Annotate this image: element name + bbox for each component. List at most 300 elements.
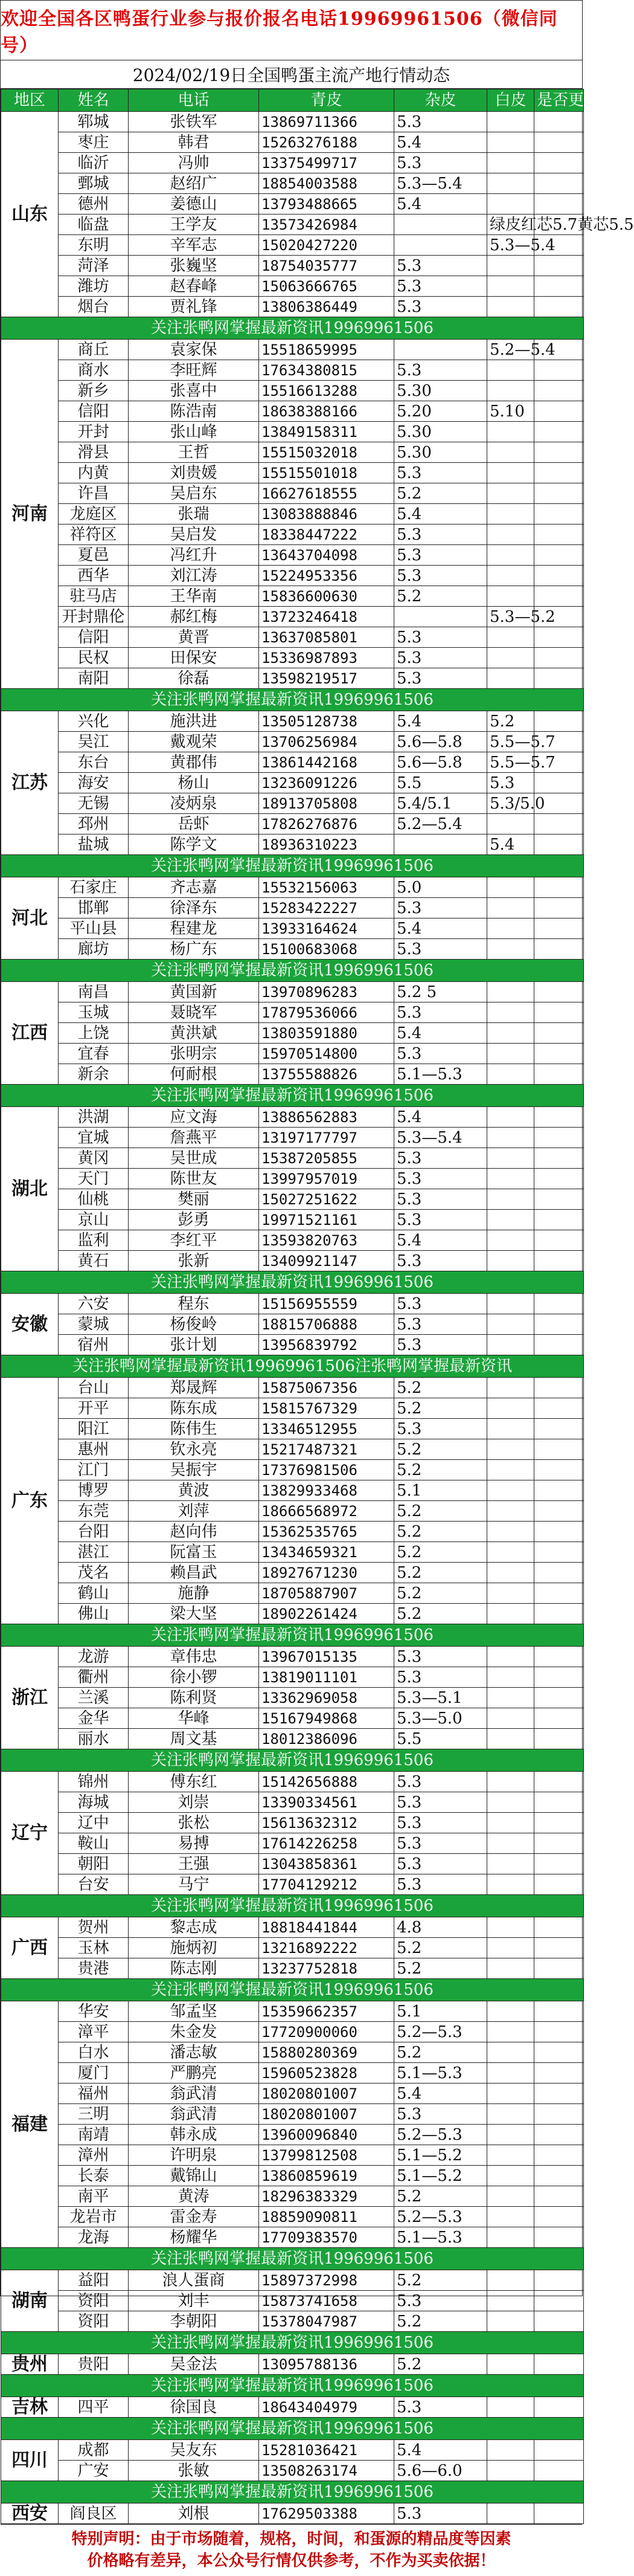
phone-cell: 13803591880 xyxy=(259,1023,394,1044)
city-cell: 锦州 xyxy=(59,1772,129,1792)
city-cell: 朝阳 xyxy=(59,1854,129,1874)
region-cell: 江西 xyxy=(1,982,59,1085)
table-row xyxy=(1,153,584,173)
white-price-cell xyxy=(534,1398,584,1419)
table-row xyxy=(1,648,584,668)
city-cell: 江门 xyxy=(59,1460,129,1480)
table-row xyxy=(1,235,584,256)
phone-cell: 13997957019 xyxy=(259,1169,394,1189)
white-price-cell xyxy=(534,2227,584,2248)
mixed-price-cell xyxy=(487,483,534,504)
city-cell: 天门 xyxy=(59,1169,129,1189)
white-price-cell xyxy=(534,2311,584,2332)
city-cell: 吴江 xyxy=(59,732,129,752)
name-cell: 邹孟坚 xyxy=(129,2001,259,2022)
white-price-cell xyxy=(534,1335,584,1355)
mixed-price-cell xyxy=(487,586,534,607)
name-cell: 田保安 xyxy=(129,648,259,668)
separator-text: 关注张鸭网掌握最新资讯19969961506 xyxy=(1,2418,584,2440)
city-cell: 南靖 xyxy=(59,2125,129,2145)
green-price-cell: 5.30 xyxy=(394,442,487,463)
separator-row xyxy=(1,1895,584,1917)
white-price-cell xyxy=(534,194,584,215)
phone-cell: 18754035777 xyxy=(259,256,394,276)
city-cell: 郓城 xyxy=(59,112,129,132)
city-cell: 开封 xyxy=(59,422,129,442)
table-row xyxy=(1,1917,584,1938)
phone-cell: 18902261424 xyxy=(259,1604,394,1624)
mixed-price-cell xyxy=(487,132,534,153)
green-price-cell: 5.1—5.2 xyxy=(394,2145,487,2166)
table-row xyxy=(1,834,584,855)
name-cell: 吴启发 xyxy=(129,525,259,545)
mixed-price-cell xyxy=(487,1708,534,1729)
table-row xyxy=(1,360,584,381)
green-price-cell: 5.3—5.4 xyxy=(394,173,487,194)
name-cell: 冯红升 xyxy=(129,545,259,566)
green-price-cell: 5.3 xyxy=(394,627,487,648)
white-price-cell xyxy=(534,401,584,422)
phone-cell: 15217487321 xyxy=(259,1439,394,1460)
separator-row xyxy=(1,317,584,340)
mixed-price-cell xyxy=(487,1542,534,1563)
mixed-price-cell xyxy=(487,1044,534,1064)
white-price-cell xyxy=(534,483,584,504)
table-row xyxy=(1,814,584,834)
name-cell: 赵春峰 xyxy=(129,276,259,297)
mixed-price-cell xyxy=(487,153,534,173)
green-price-cell: 5.3 xyxy=(394,1419,487,1439)
white-price-cell xyxy=(534,153,584,173)
phone-cell: 13637085801 xyxy=(259,627,394,648)
green-price-cell: 5.6—5.8 xyxy=(394,752,487,773)
city-cell: 阎良区 xyxy=(59,2503,129,2524)
city-cell: 东莞 xyxy=(59,1501,129,1522)
city-cell: 新乡 xyxy=(59,381,129,401)
green-price-cell: 5.3 xyxy=(394,668,487,689)
mixed-price-cell xyxy=(487,1314,534,1335)
white-price-cell xyxy=(534,112,584,132)
green-price-cell: 5.2 xyxy=(394,483,487,504)
white-price-cell xyxy=(534,525,584,545)
green-price-cell: 5.2 xyxy=(394,2311,487,2332)
phone-cell: 17376981506 xyxy=(259,1460,394,1480)
name-cell: 吴友东 xyxy=(129,2440,259,2461)
name-cell: 应文海 xyxy=(129,1107,259,1128)
phone-cell: 13095788136 xyxy=(259,2354,394,2375)
table-row xyxy=(1,668,584,689)
name-cell: 刘丰 xyxy=(129,2291,259,2311)
green-price-cell: 5.1—5.3 xyxy=(394,2227,487,2248)
phone-cell: 15516613288 xyxy=(259,381,394,401)
name-cell: 黄郡伟 xyxy=(129,752,259,773)
white-price-cell xyxy=(534,898,584,918)
table-row xyxy=(1,1294,584,1314)
mixed-price-cell xyxy=(487,2104,534,2125)
name-cell: 阮富玉 xyxy=(129,1542,259,1563)
table-row xyxy=(1,463,584,483)
region-cell: 福建 xyxy=(1,2001,59,2248)
name-cell: 陈东成 xyxy=(129,1398,259,1419)
phone-cell: 13860859619 xyxy=(259,2166,394,2186)
mixed-price-cell xyxy=(487,194,534,215)
phone-cell: 13806386449 xyxy=(259,297,394,317)
white-price-cell xyxy=(534,422,584,442)
white-price-cell xyxy=(534,2186,584,2207)
table-row xyxy=(1,2207,584,2227)
white-price-cell xyxy=(534,504,584,525)
mixed-price-cell xyxy=(487,1501,534,1522)
green-price-cell: 5.4 xyxy=(394,1023,487,1044)
table-row xyxy=(1,877,584,898)
phone-cell: 18020801007 xyxy=(259,2104,394,2125)
white-price-cell xyxy=(534,586,584,607)
name-cell: 梁大坚 xyxy=(129,1604,259,1624)
city-cell: 丽水 xyxy=(59,1729,129,1749)
phone-cell: 17704129212 xyxy=(259,1874,394,1895)
region-cell: 广西 xyxy=(1,1917,59,1979)
phone-cell: 18913705808 xyxy=(259,793,394,814)
table-row xyxy=(1,2270,584,2291)
city-cell: 博罗 xyxy=(59,1480,129,1501)
phone-cell: 13409921147 xyxy=(259,1251,394,1271)
table-row xyxy=(1,1128,584,1148)
separator-text: 关注张鸭网掌握最新资讯19969961506 xyxy=(1,2332,584,2354)
table-row xyxy=(1,1230,584,1251)
white-price-cell xyxy=(534,1604,584,1624)
name-cell: 施洪进 xyxy=(129,711,259,732)
white-price-cell xyxy=(534,1128,584,1148)
green-price-cell: 5.2 xyxy=(394,1938,487,1958)
white-price-cell xyxy=(534,1107,584,1128)
table-row xyxy=(1,2503,584,2524)
phone-cell: 13434659321 xyxy=(259,1542,394,1563)
mixed-price-cell xyxy=(487,2001,534,2022)
city-cell: 东台 xyxy=(59,752,129,773)
white-price-cell xyxy=(534,1501,584,1522)
table-row xyxy=(1,1501,584,1522)
region-cell: 湖南 xyxy=(1,2270,59,2332)
name-cell: 张新 xyxy=(129,1251,259,1271)
name-cell: 雷金寿 xyxy=(129,2207,259,2227)
table-row xyxy=(1,1708,584,1729)
phone-cell: 13573426984 xyxy=(259,215,394,235)
green-price-cell: 5.4 xyxy=(394,504,487,525)
green-price-cell: 5.2—5.3 xyxy=(394,2125,487,2145)
phone-cell: 15224953356 xyxy=(259,566,394,586)
green-price-cell: 5.3 xyxy=(394,2291,487,2311)
table-row xyxy=(1,1854,584,1874)
name-cell: 赵向伟 xyxy=(129,1522,259,1542)
white-price-cell xyxy=(534,463,584,483)
table-row xyxy=(1,982,584,1002)
name-cell: 刘贵媛 xyxy=(129,463,259,483)
phone-cell: 15281036421 xyxy=(259,2440,394,2461)
city-cell: 鞍山 xyxy=(59,1833,129,1854)
green-price-cell: 5.4 xyxy=(394,1230,487,1251)
table-row xyxy=(1,1667,584,1688)
table-row xyxy=(1,340,584,360)
table-row xyxy=(1,1813,584,1833)
white-price-cell xyxy=(534,2461,584,2481)
green-price-cell: 5.6—5.8 xyxy=(394,732,487,752)
table-row xyxy=(1,898,584,918)
name-cell: 马宁 xyxy=(129,1874,259,1895)
phone-cell: 15336987893 xyxy=(259,648,394,668)
phone-cell: 13869711366 xyxy=(259,112,394,132)
table-row xyxy=(1,1958,584,1979)
name-cell: 施静 xyxy=(129,1583,259,1604)
phone-cell: 18854003588 xyxy=(259,173,394,194)
mixed-price-cell xyxy=(487,525,534,545)
white-price-cell xyxy=(534,2291,584,2311)
white-price-cell xyxy=(534,834,584,855)
mixed-price-cell xyxy=(487,2354,534,2375)
city-cell: 玉城 xyxy=(59,1002,129,1023)
mixed-price-cell xyxy=(487,2440,534,2461)
green-price-cell: 5.2 xyxy=(394,1542,487,1563)
city-cell: 佛山 xyxy=(59,1604,129,1624)
city-cell: 龙海 xyxy=(59,2227,129,2248)
name-cell: 陈伟生 xyxy=(129,1419,259,1439)
region-cell: 湖北 xyxy=(1,1107,59,1271)
phone-cell: 18020801007 xyxy=(259,2084,394,2104)
mixed-price-cell xyxy=(487,1522,534,1542)
phone-cell: 13505128738 xyxy=(259,711,394,732)
white-price-cell xyxy=(534,1023,584,1044)
phone-cell: 17720900060 xyxy=(259,2022,394,2042)
city-cell: 茂名 xyxy=(59,1563,129,1583)
white-price-cell xyxy=(534,1708,584,1729)
city-cell: 上饶 xyxy=(59,1023,129,1044)
white-price-cell xyxy=(534,2084,584,2104)
name-cell: 章伟忠 xyxy=(129,1647,259,1667)
city-cell: 成都 xyxy=(59,2440,129,2461)
white-price-cell xyxy=(534,1542,584,1563)
mixed-price-cell xyxy=(487,1251,534,1271)
table-row xyxy=(1,545,584,566)
city-cell: 德州 xyxy=(59,194,129,215)
green-price-cell: 5.2 xyxy=(394,586,487,607)
city-cell: 滑县 xyxy=(59,442,129,463)
white-price-cell xyxy=(534,2042,584,2063)
phone-cell: 13960096840 xyxy=(259,2125,394,2145)
separator-text: 关注张鸭网掌握最新资讯19969961506 xyxy=(1,960,584,982)
mixed-price-cell xyxy=(487,545,534,566)
white-price-cell xyxy=(534,1064,584,1085)
city-cell: 东明 xyxy=(59,235,129,256)
table-row xyxy=(1,1189,584,1210)
phone-cell: 13829933468 xyxy=(259,1480,394,1501)
table-row xyxy=(1,1169,584,1189)
mixed-price-cell xyxy=(487,463,534,483)
separator-row xyxy=(1,1355,584,1378)
name-cell: 张铁军 xyxy=(129,112,259,132)
phone-cell: 13799812508 xyxy=(259,2145,394,2166)
phone-cell: 15815767329 xyxy=(259,1398,394,1419)
white-price-cell xyxy=(534,918,584,939)
phone-cell: 13933164624 xyxy=(259,918,394,939)
table-row xyxy=(1,1604,584,1624)
header-name: 姓名 xyxy=(59,89,129,112)
name-cell: 李红平 xyxy=(129,1230,259,1251)
phone-cell: 13793488665 xyxy=(259,194,394,215)
table-body xyxy=(1,112,634,2524)
white-price-cell xyxy=(534,2270,584,2291)
region-cell: 河北 xyxy=(1,877,59,960)
name-cell: 张喜中 xyxy=(129,381,259,401)
city-cell: 商水 xyxy=(59,360,129,381)
header-green-shell: 青皮 xyxy=(259,89,394,112)
separator-row xyxy=(1,689,584,711)
white-price-cell xyxy=(534,2397,584,2418)
white-price-cell xyxy=(534,2354,584,2375)
table-row xyxy=(1,1210,584,1230)
table-row xyxy=(1,2022,584,2042)
phone-cell: 17629503388 xyxy=(259,2503,394,2524)
green-price-cell: 5.2 xyxy=(394,1958,487,1979)
phone-cell: 13390334561 xyxy=(259,1792,394,1813)
white-price-cell xyxy=(534,2022,584,2042)
table-row xyxy=(1,1833,584,1854)
separator-text: 关注张鸭网掌握最新资讯19969961506 xyxy=(1,1271,584,1294)
phone-cell: 15142656888 xyxy=(259,1772,394,1792)
table-row xyxy=(1,1874,584,1895)
city-cell: 贵港 xyxy=(59,1958,129,1979)
region-cell: 河南 xyxy=(1,340,59,689)
green-price-cell: 5.1 xyxy=(394,2001,487,2022)
name-cell: 周文基 xyxy=(129,1729,259,1749)
phone-cell: 15100683068 xyxy=(259,939,394,960)
separator-row xyxy=(1,1624,584,1647)
mixed-price-cell xyxy=(487,2042,534,2063)
name-cell: 刘江涛 xyxy=(129,566,259,586)
name-cell: 朱金发 xyxy=(129,2022,259,2042)
city-cell: 四平 xyxy=(59,2397,129,2418)
table-row xyxy=(1,381,584,401)
green-price-cell: 5.3 xyxy=(394,1294,487,1314)
table-row xyxy=(1,2166,584,2186)
mixed-price-cell xyxy=(487,2461,534,2481)
city-cell: 信阳 xyxy=(59,627,129,648)
city-cell: 台阳 xyxy=(59,1522,129,1542)
green-price-cell: 5.3 xyxy=(394,360,487,381)
mixed-price-cell: 5.2 xyxy=(487,711,534,732)
name-cell: 杨山 xyxy=(129,773,259,793)
table-row xyxy=(1,2001,584,2022)
name-cell: 王强 xyxy=(129,1854,259,1874)
name-cell: 翁武清 xyxy=(129,2104,259,2125)
green-price-cell: 5.3 xyxy=(394,1189,487,1210)
green-price-cell: 5.2 xyxy=(394,2186,487,2207)
white-price-cell xyxy=(534,1958,584,1979)
phone-cell: 15515501018 xyxy=(259,463,394,483)
green-price-cell xyxy=(394,235,487,256)
phone-cell: 13197177797 xyxy=(259,1128,394,1148)
white-price-cell xyxy=(534,2440,584,2461)
separator-row xyxy=(1,1979,584,2001)
table-row xyxy=(1,2227,584,2248)
name-cell: 徐泽东 xyxy=(129,898,259,918)
mixed-price-cell xyxy=(487,1667,534,1688)
header-white-shell: 白皮 xyxy=(487,89,534,112)
green-price-cell: 5.2—5.3 xyxy=(394,2022,487,2042)
white-price-cell xyxy=(534,627,584,648)
city-cell: 许昌 xyxy=(59,483,129,504)
white-price-cell xyxy=(534,1729,584,1749)
green-price-cell: 5.3 xyxy=(394,939,487,960)
phone-cell: 18296383329 xyxy=(259,2186,394,2207)
mixed-price-cell xyxy=(487,1439,534,1460)
table-row xyxy=(1,297,584,317)
region-cell: 贵州 xyxy=(1,2354,59,2375)
separator-row xyxy=(1,2418,584,2440)
green-price-cell: 5.4 xyxy=(394,194,487,215)
phone-cell: 13970896283 xyxy=(259,982,394,1002)
mixed-price-cell xyxy=(487,1854,534,1874)
table-row xyxy=(1,627,584,648)
city-cell: 宜春 xyxy=(59,1044,129,1064)
city-cell: 海安 xyxy=(59,773,129,793)
white-price-cell xyxy=(534,773,584,793)
name-cell: 李朝阳 xyxy=(129,2311,259,2332)
table-row xyxy=(1,2461,584,2481)
mixed-price-cell xyxy=(487,1792,534,1813)
phone-cell: 18815706888 xyxy=(259,1314,394,1335)
mixed-price-cell xyxy=(487,276,534,297)
green-price-cell: 5.3 xyxy=(394,463,487,483)
white-price-cell xyxy=(534,668,584,689)
city-cell: 贺州 xyxy=(59,1917,129,1938)
name-cell: 徐磊 xyxy=(129,668,259,689)
mixed-price-cell xyxy=(487,2145,534,2166)
page-title: 2024/02/19日全国鸭蛋主流产地行情动态 xyxy=(1,60,582,89)
phone-cell: 18818441844 xyxy=(259,1917,394,1938)
city-cell: 白水 xyxy=(59,2042,129,2063)
name-cell: 张松 xyxy=(129,1813,259,1833)
green-price-cell: 5.2 xyxy=(394,1378,487,1398)
name-cell: 张明宗 xyxy=(129,1044,259,1064)
name-cell: 刘根 xyxy=(129,2503,259,2524)
green-price-cell: 5.2 xyxy=(394,2042,487,2063)
header-phone: 电话 xyxy=(129,89,259,112)
name-cell: 杨广东 xyxy=(129,939,259,960)
green-price-cell: 5.2—5.4 xyxy=(394,814,487,834)
white-price-cell xyxy=(534,1189,584,1210)
table-row xyxy=(1,1023,584,1044)
table-row xyxy=(1,1335,584,1355)
table-row xyxy=(1,256,584,276)
table-row xyxy=(1,566,584,586)
separator-row xyxy=(1,960,584,982)
green-price-cell: 5.3—5.0 xyxy=(394,1708,487,1729)
white-price-cell xyxy=(534,1210,584,1230)
mixed-price-cell xyxy=(487,1169,534,1189)
name-cell: 聂晓军 xyxy=(129,1002,259,1023)
phone-cell: 17826276876 xyxy=(259,814,394,834)
city-cell: 长泰 xyxy=(59,2166,129,2186)
mixed-price-cell xyxy=(487,1833,534,1854)
city-cell: 邯郸 xyxy=(59,898,129,918)
name-cell: 潘志敏 xyxy=(129,2042,259,2063)
mixed-price-cell xyxy=(487,982,534,1002)
city-cell: 漳平 xyxy=(59,2022,129,2042)
city-cell: 菏泽 xyxy=(59,256,129,276)
city-cell: 祥符区 xyxy=(59,525,129,545)
table-row xyxy=(1,483,584,504)
mixed-price-cell xyxy=(487,2186,534,2207)
mixed-price-cell xyxy=(487,877,534,898)
